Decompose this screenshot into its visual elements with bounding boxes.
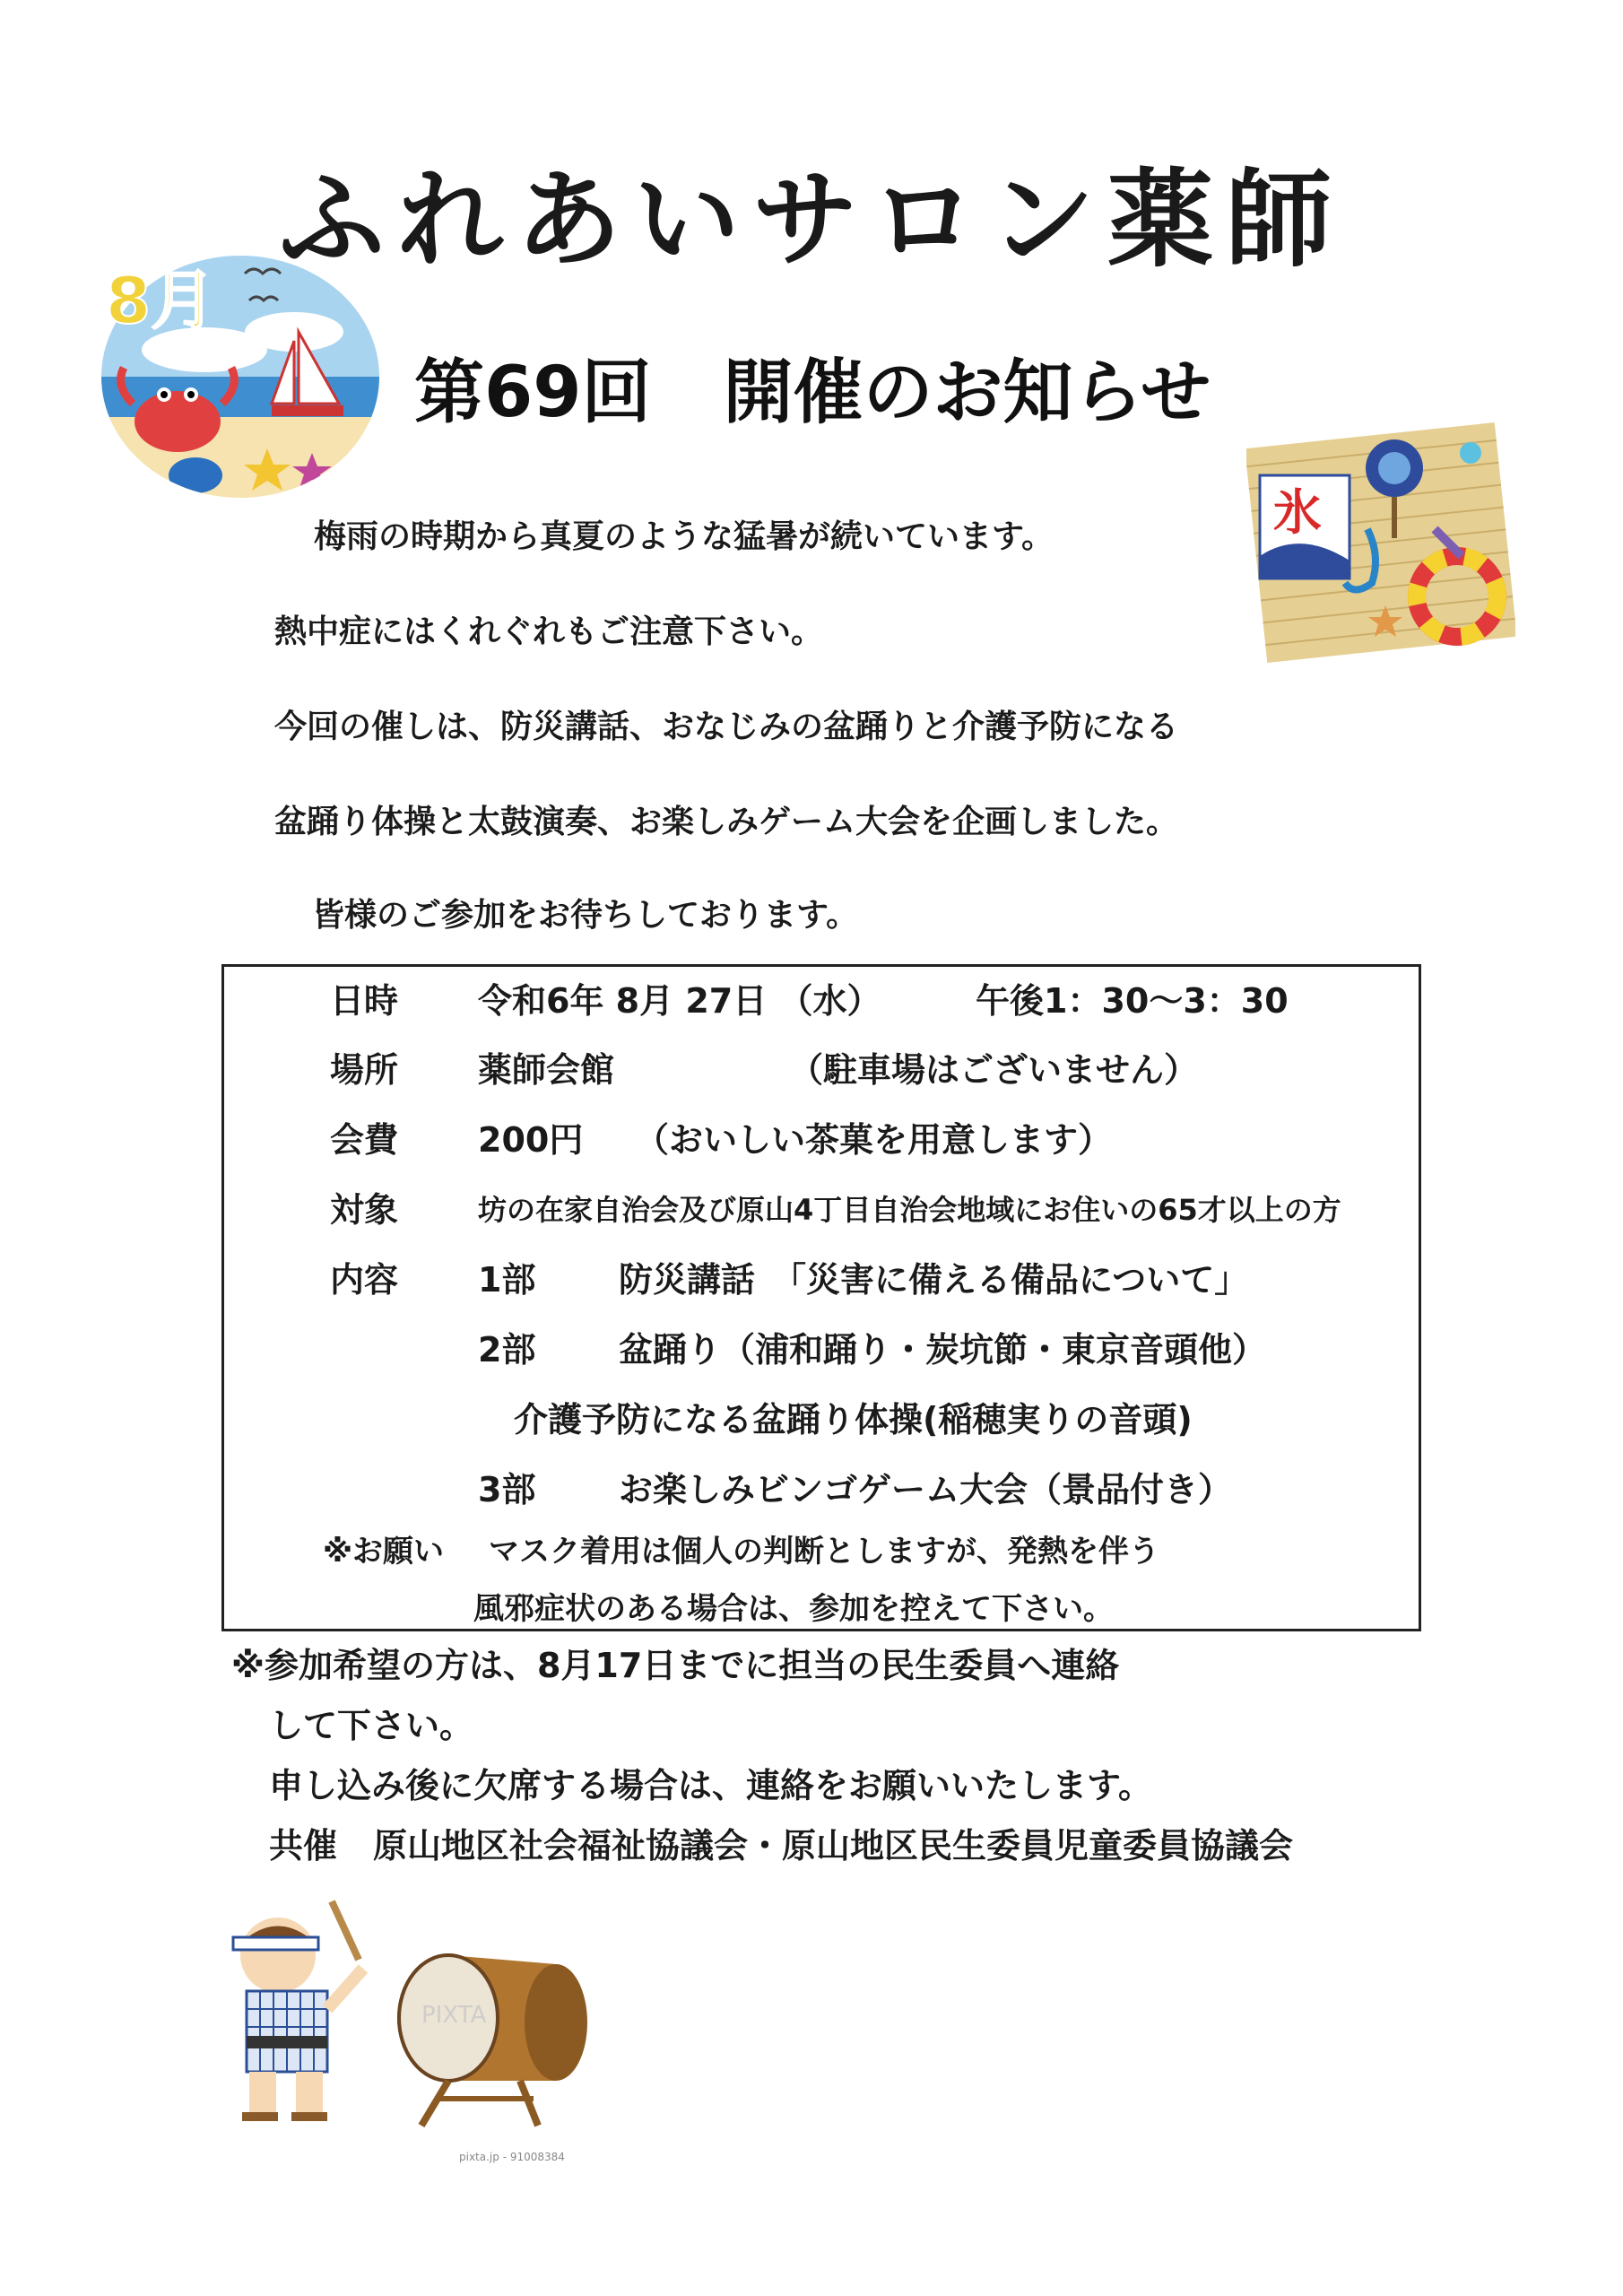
taiko-drummer-icon xyxy=(179,1892,601,2135)
event-number: 第69回 xyxy=(414,352,652,433)
event-fee: 200円 xyxy=(478,1120,584,1160)
event-time: 午後1：30～3：30 xyxy=(976,981,1289,1021)
part3-text: お楽しみビンゴゲーム大会（景品付き） xyxy=(619,1470,1233,1509)
part2-label: 2部 xyxy=(478,1330,536,1370)
event-target: 坊の在家自治会及び原山4丁目自治会地域にお住いの65才以上の方 xyxy=(478,1193,1341,1227)
event-notice: 開催のお知らせ xyxy=(723,352,1211,433)
event-place: 薬師会館 xyxy=(478,1050,615,1090)
fee-label: 会費 xyxy=(330,1120,399,1160)
image-credit: pixta.jp - 91008384 xyxy=(459,2151,565,2163)
request-line-2: 風邪症状のある場合は、参加を控えて下さい。 xyxy=(473,1591,1114,1627)
part2-sub-text: 介護予防になる盆踊り体操(稲穂実りの音頭) xyxy=(514,1400,1193,1439)
part1-text: 防災講話 「災害に備える備品について」 xyxy=(619,1260,1249,1300)
fee-note: （おいしい茶菓を用意します） xyxy=(635,1120,1113,1160)
target-label: 対象 xyxy=(330,1190,399,1230)
intro-line-5: 皆様のご参加をお待ちしております。 xyxy=(312,897,859,934)
cohost-names: 原山地区社会福祉協議会・原山地区民生委員児童委員協議会 xyxy=(373,1826,1294,1866)
part2-text: 盆踊り（浦和踊り・炭坑節・東京音頭他） xyxy=(619,1330,1267,1370)
cohost-line xyxy=(269,1818,1293,1867)
request-line-1: マスク着用は個人の判断としますが、発熱を伴う xyxy=(489,1534,1159,1570)
page-title: ふれあいサロン薬師 xyxy=(278,157,1344,282)
summer-badge-icon xyxy=(97,251,384,502)
month-badge-text: 8月 xyxy=(106,263,216,338)
signup-note-line-2: して下さい。 xyxy=(269,1706,474,1745)
intro-line-3: 今回の催しは、防災講話、おなじみの盆踊りと介護予防になる xyxy=(274,709,1179,745)
svg-text:氷: 氷 xyxy=(1273,483,1322,541)
request-label: ※お願い xyxy=(323,1534,445,1570)
part1-label: 1部 xyxy=(478,1260,536,1300)
parking-note: （駐車場はございません） xyxy=(789,1050,1199,1090)
event-heading xyxy=(414,336,1211,437)
signup-note-line-1: ※参加希望の方は、8月17日までに担当の民生委員へ連絡 xyxy=(231,1646,1120,1685)
intro-line-1: 梅雨の時期から真夏のような猛暑が続いています。 xyxy=(314,518,1055,555)
cohost-label: 共催 xyxy=(269,1826,338,1866)
part3-label: 3部 xyxy=(478,1470,536,1509)
cancel-note: 申し込み後に欠席する場合は、連絡をお願いいたします。 xyxy=(269,1766,1152,1805)
intro-line-4: 盆踊り体操と太鼓演奏、お楽しみゲーム大会を企画しました。 xyxy=(274,804,1179,840)
pixta-watermark: PIXTA xyxy=(421,2002,487,2029)
event-date: 令和6年 8月 27日 （水） xyxy=(478,981,881,1021)
content-label: 内容 xyxy=(330,1260,399,1300)
shaved-ice-fan-icon xyxy=(1246,422,1515,664)
place-label: 場所 xyxy=(330,1050,399,1090)
datetime-label: 日時 xyxy=(330,981,399,1021)
intro-line-2: 熱中症にはくれぐれもご注意下さい。 xyxy=(274,613,824,650)
